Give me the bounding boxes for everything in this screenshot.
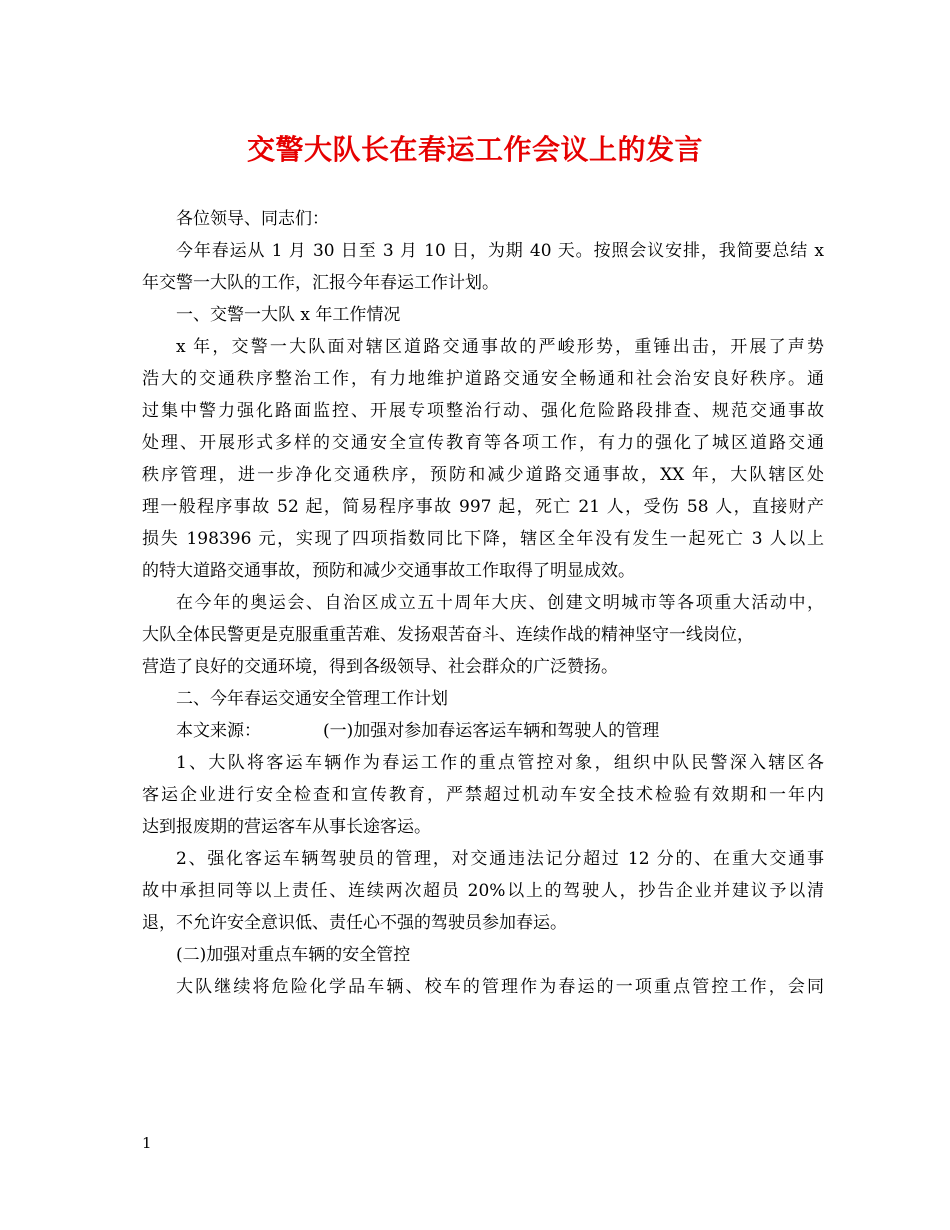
text-line: 退，不允许安全意识低、责任心不强的驾驶员参加春运。 <box>142 913 567 933</box>
text-line: 1、大队将客运车辆作为春运工作的重点管控对象，组织中队民警深入辖区各 <box>176 753 824 773</box>
text-line: 营造了良好的交通环境，得到各级领导、社会群众的广泛赞扬。 <box>142 657 618 677</box>
text-line: x 年，交警一大队面对辖区道路交通事故的严峻形势，重锤出击，开展了声势 <box>176 337 824 357</box>
text-line: 的特大道路交通事故，预防和减少交通事故工作取得了明显成效。 <box>142 561 635 581</box>
text-line: 大队全体民警更是克服重重苦难、发扬艰苦奋斗、连续作战的精神坚守一线岗位， <box>142 625 754 645</box>
text-line: 处理、开展形式多样的交通安全宣传教育等各项工作，有力的强化了城区道路交通 <box>142 433 824 453</box>
subsection-heading: (一)加强对参加春运客运车辆和驾驶人的管理 <box>323 721 660 741</box>
text-line: 达到报废期的营运客车从事长途客运。 <box>142 817 431 837</box>
text-line: 损失 198396 元，实现了四项指数同比下降，辖区全年没有发生一起死亡 3 人以上 <box>142 529 824 549</box>
text-line: 今年春运从 1 月 30 日至 3 月 10 日，为期 40 天。按照会议安排，我简要总结 x <box>176 241 824 261</box>
text-line: 过集中警力强化路面监控、开展专项整治行动、强化危险路段排查、规范交通事故 <box>142 401 824 421</box>
text-line: 大队继续将危险化学品车辆、校车的管理作为春运的一项重点管控工作，会同 <box>176 977 824 997</box>
text-line: 秩序管理，进一步净化交通秩序，预防和减少道路交通事故，XX 年，大队辖区处 <box>142 465 824 485</box>
section-heading: 一、交警一大队 x 年工作情况 <box>176 305 401 325</box>
section-heading: 二、今年春运交通安全管理工作计划 <box>176 689 448 709</box>
source-label: 本文来源： <box>176 721 261 741</box>
text-line: 故中承担同等以上责任、连续两次超员 20%以上的驾驶人，抄告企业并建议予以清 <box>142 881 824 901</box>
text-line: 各位领导、同志们： <box>176 209 329 229</box>
text-line: 在今年的奥运会、自治区成立五十周年大庆、创建文明城市等各项重大活动中， <box>176 593 824 613</box>
document-title: 交警大队长在春运工作会议上的发言 <box>246 133 703 166</box>
document-body <box>142 203 824 1003</box>
page-number: 1 <box>142 1134 152 1152</box>
text-line: 客运企业进行安全检查和宣传教育，严禁超过机动车安全技术检验有效期和一年内 <box>142 785 824 805</box>
subsection-heading: (二)加强对重点车辆的安全管控 <box>176 945 411 965</box>
text-line: 年交警一大队的工作，汇报今年春运工作计划。 <box>142 273 499 293</box>
text-line: 2、强化客运车辆驾驶员的管理，对交通违法记分超过 12 分的、在重大交通事 <box>176 849 824 869</box>
text-line: 理一般程序事故 52 起，简易程序事故 997 起，死亡 21 人，受伤 58 人，直接财产 <box>142 497 824 517</box>
text-line: 浩大的交通秩序整治工作，有力地维护道路交通安全畅通和社会治安良好秩序。通 <box>142 369 824 389</box>
text-line <box>142 715 824 747</box>
